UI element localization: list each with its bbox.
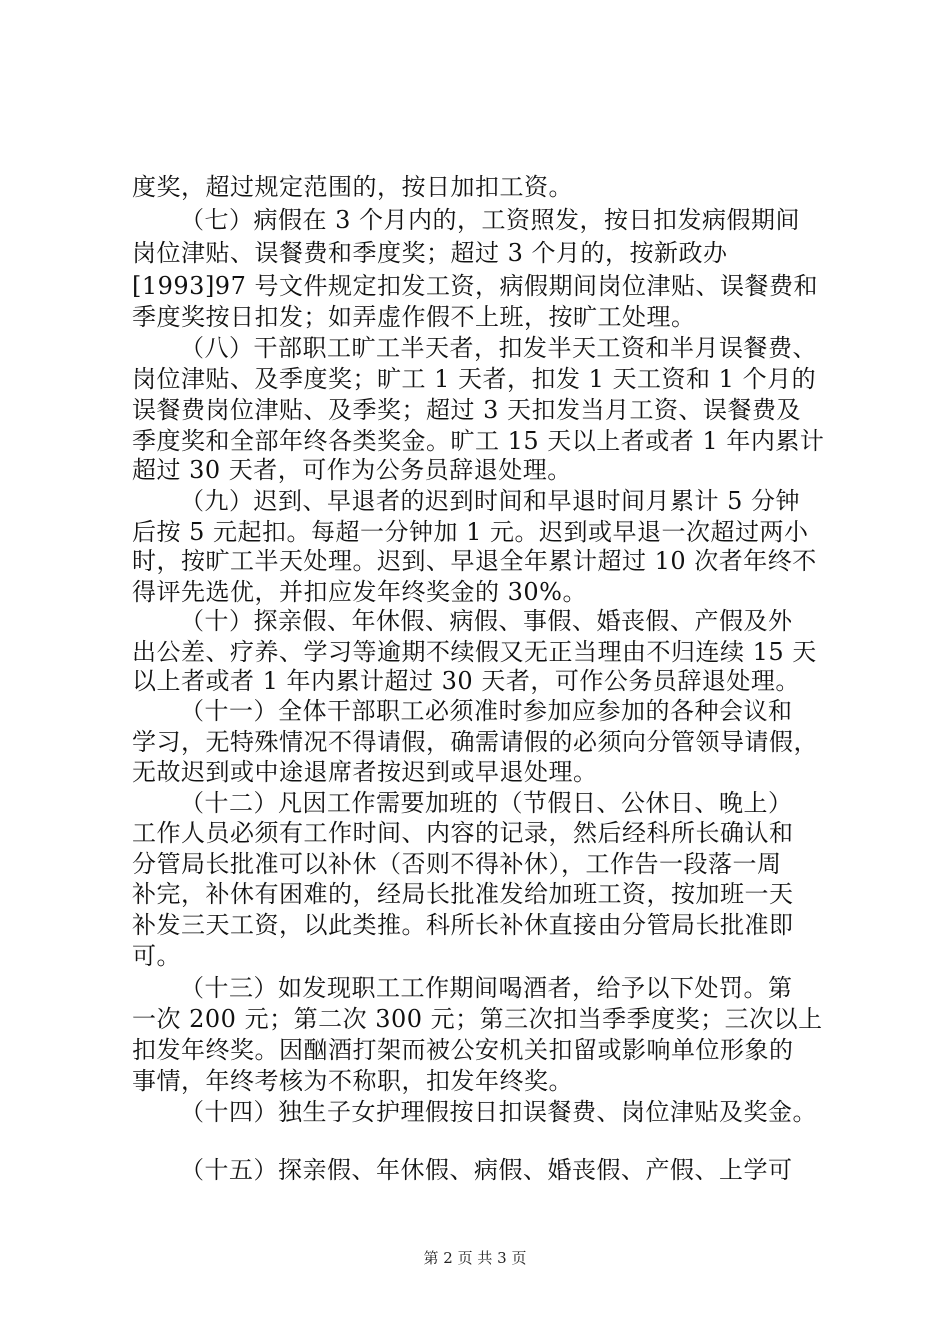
- page-footer: 第 2 页 共 3 页: [423, 1249, 527, 1267]
- text-line: 补完，补休有困难的，经局长批准发给加班工资，按加班一天: [132, 880, 794, 908]
- text-line: （十一）全体干部职工必须准时参加应参加的各种会议和: [180, 697, 793, 725]
- text-line: （九）迟到、早退者的迟到时间和早退时间月累计 5 分钟: [180, 487, 801, 515]
- text-line: 工作人员必须有工作时间、内容的记录，然后经科所长确认和: [132, 819, 794, 847]
- text-line: （十三）如发现职工工作期间喝酒者，给予以下处罚。第: [180, 974, 793, 1002]
- text-line: 分管局长批准可以补休（否则不得补休），工作告一段落一周: [132, 850, 782, 878]
- text-line: 季度奖和全部年终各类奖金。旷工 15 天以上者或者 1 年内累计: [132, 427, 825, 455]
- text-line: 事情，年终考核为不称职，扣发年终奖。: [132, 1067, 573, 1095]
- text-line: [1993]97 号文件规定扣发工资，病假期间岗位津贴、误餐费和: [132, 272, 818, 300]
- text-line: 补发三天工资，以此类推。科所长补休直接由分管局长批准即: [132, 911, 794, 939]
- text-line: 时，按旷工半天处理。迟到、早退全年累计超过 10 次者年终不: [132, 547, 817, 575]
- text-line: 可。: [132, 942, 181, 970]
- text-line: （八）干部职工旷工半天者，扣发半天工资和半月误餐费、: [180, 334, 817, 362]
- text-line: 后按 5 元起扣。每超一分钟加 1 元。迟到或早退一次超过两小: [132, 518, 809, 546]
- text-line: 扣发年终奖。因酗酒打架而被公安机关扣留或影响单位形象的: [132, 1036, 794, 1064]
- text-line: 岗位津贴、及季度奖；旷工 1 天者，扣发 1 天工资和 1 个月的: [132, 365, 817, 393]
- text-line: 得评先选优，并扣应发年终奖金的 30%。: [132, 578, 587, 606]
- text-line: 度奖，超过规定范围的，按日加扣工资。: [132, 173, 573, 201]
- text-line: 以上者或者 1 年内累计超过 30 天者，可作公务员辞退处理。: [132, 667, 800, 695]
- text-line: （十二）凡因工作需要加班的（节假日、公休日、晚上）: [180, 789, 793, 817]
- text-line: （十五）探亲假、年休假、病假、婚丧假、产假、上学可: [180, 1156, 793, 1184]
- text-line: 学习，无特殊情况不得请假，确需请假的必须向分管领导请假，: [132, 728, 818, 756]
- text-line: 季度奖按日扣发；如弄虚作假不上班，按旷工处理。: [132, 303, 696, 331]
- text-line: 超过 30 天者，可作为公务员辞退处理。: [132, 456, 572, 484]
- text-line: 一次 200 元；第二次 300 元；第三次扣当季季度奖；三次以上: [132, 1005, 823, 1033]
- text-line: 岗位津贴、误餐费和季度奖；超过 3 个月的，按新政办: [132, 239, 728, 267]
- text-line: 出公差、疗养、学习等逾期不续假又无正当理由不归连续 15 天: [132, 638, 817, 666]
- text-line: 误餐费岗位津贴、及季奖；超过 3 天扣发当月工资、误餐费及: [132, 396, 802, 424]
- text-line: （十四）独生子女护理假按日扣误餐费、岗位津贴及奖金。: [180, 1098, 817, 1126]
- text-line: 无故迟到或中途退席者按迟到或早退处理。: [132, 758, 598, 786]
- text-line: （七）病假在 3 个月内的，工资照发，按日扣发病假期间: [180, 206, 801, 234]
- text-line: （十）探亲假、年休假、病假、事假、婚丧假、产假及外: [180, 607, 793, 635]
